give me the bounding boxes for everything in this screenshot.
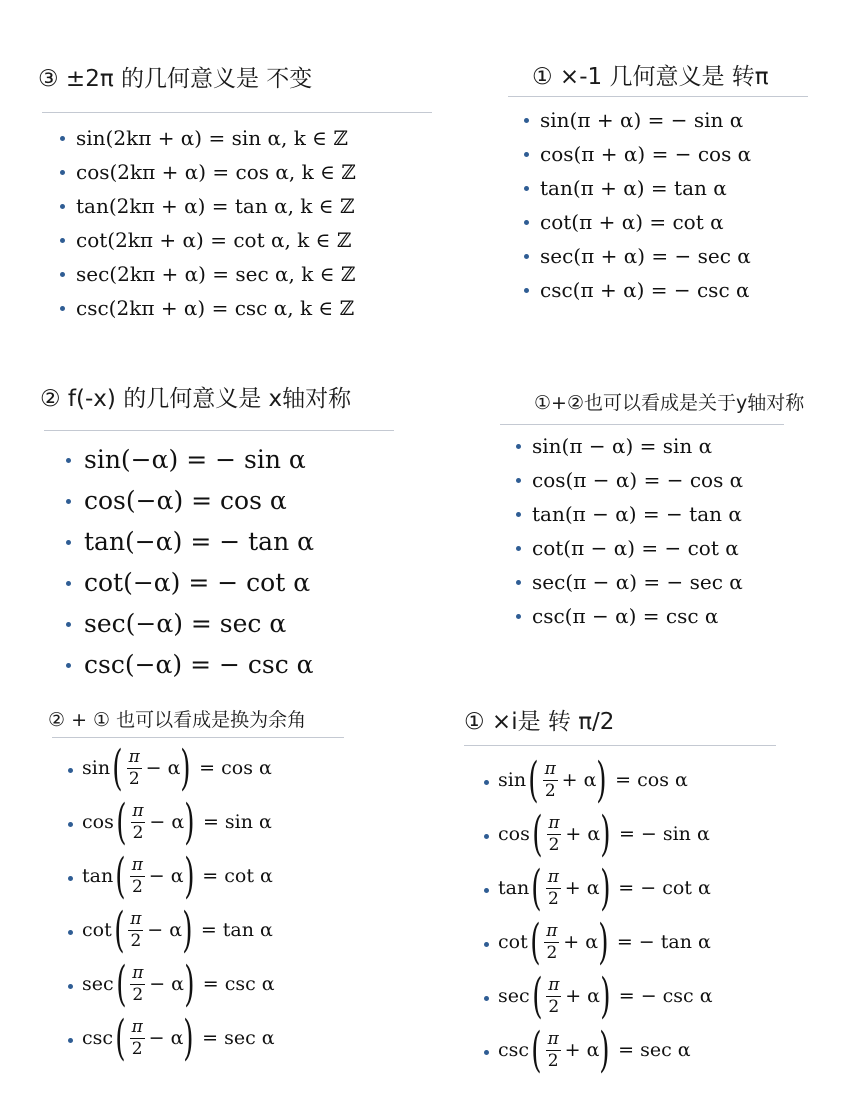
formula-text: cot(2kπ + α) = cot α, k ∈ ℤ xyxy=(76,228,352,252)
formula-text: sin(π + α) = − sin α xyxy=(540,108,744,132)
pi-over-two-fraction: $\frac{\pi}{2}$ xyxy=(546,920,558,963)
bullet-icon xyxy=(66,458,71,463)
right-paren: ) xyxy=(600,806,611,862)
section-x-axis-heading: ② f(-x) 的几何意义是 x轴对称 xyxy=(40,386,352,412)
pi-over-two-fraction: $\frac{\pi}{2}$ xyxy=(548,812,560,855)
section-2pi-periodicity xyxy=(38,60,432,325)
bullet-icon xyxy=(60,136,65,141)
section-y-axis-symmetry xyxy=(500,388,804,633)
section-y-axis-divider xyxy=(500,424,784,425)
formula-rhs: = − csc α xyxy=(618,985,713,1007)
bullet-icon xyxy=(524,254,529,259)
pi-over-two-fraction: $\frac{\pi}{2}$ xyxy=(128,746,140,789)
bullet-icon xyxy=(68,768,73,773)
bullet-icon xyxy=(60,204,65,209)
operand: + α xyxy=(565,985,600,1007)
formula-item xyxy=(484,860,776,918)
left-paren: ( xyxy=(113,902,125,958)
bullet-icon xyxy=(524,186,529,191)
bullet-icon xyxy=(524,118,529,123)
bullet-icon xyxy=(516,512,521,517)
formula-item xyxy=(516,531,804,565)
formula-item xyxy=(484,806,776,864)
pi-over-two-fraction: $\frac{\pi}{2}$ xyxy=(548,974,560,1017)
pi-over-two-fraction: $\frac{\pi}{2}$ xyxy=(132,962,144,1005)
formula-item xyxy=(68,848,344,906)
section-negate-formula-list xyxy=(524,103,808,307)
operand: + α xyxy=(564,1039,600,1061)
function-name: cos xyxy=(498,823,530,845)
function-name: sec xyxy=(498,985,530,1007)
formula-item xyxy=(524,205,808,239)
bullet-icon xyxy=(516,444,521,449)
bullet-icon xyxy=(516,478,521,483)
section-cofunction-heading: ② + ① 也可以看成是换为余角 xyxy=(48,709,307,731)
bullet-icon xyxy=(516,580,521,585)
function-name: cot xyxy=(498,931,528,953)
section-x-axis-formula-list xyxy=(66,439,394,685)
right-paren: ) xyxy=(183,1010,194,1066)
formula-item xyxy=(484,968,776,1026)
bullet-icon xyxy=(68,822,73,827)
formula-rhs: = − cot α xyxy=(618,877,711,899)
section-y-axis-heading: ①+②也可以看成是关于y轴对称 xyxy=(534,392,805,414)
formula-text: cos(−α) = cos α xyxy=(84,486,287,515)
pi-over-two-fraction: $\frac{\pi}{2}$ xyxy=(131,1016,143,1059)
right-paren: ) xyxy=(184,956,195,1012)
left-paren: ( xyxy=(115,848,126,904)
left-paren: ( xyxy=(531,860,542,916)
operand: + α xyxy=(563,931,599,953)
formula-text: tan(−α) = − tan α xyxy=(84,527,315,556)
formula-item xyxy=(68,794,344,852)
bullet-icon xyxy=(484,888,489,893)
formula-item xyxy=(516,463,804,497)
formula-text: cos(π + α) = − cos α xyxy=(540,142,752,166)
section-x-axis-divider xyxy=(44,430,394,431)
formula-text: sec(2kπ + α) = sec α, k ∈ ℤ xyxy=(76,262,356,286)
left-paren: ( xyxy=(529,914,541,970)
section-2pi-formula-list xyxy=(60,121,432,325)
left-paren: ( xyxy=(115,956,127,1012)
formula-text: tan(2kπ + α) = tan α, k ∈ ℤ xyxy=(76,194,355,218)
operand: + α xyxy=(561,769,597,791)
bullet-icon xyxy=(66,499,71,504)
formula-item xyxy=(524,239,808,273)
operand: + α xyxy=(564,877,600,899)
formula-text: sec(π − α) = − sec α xyxy=(532,570,743,594)
pi-over-two-fraction: $\frac{\pi}{2}$ xyxy=(131,854,143,897)
operand: − α xyxy=(149,811,185,833)
right-paren: ) xyxy=(598,914,609,970)
formula-item xyxy=(66,562,394,603)
function-name: tan xyxy=(498,877,530,899)
formula-rhs: = tan α xyxy=(200,919,273,941)
formula-item xyxy=(60,121,432,155)
section-negate-rotate-pi xyxy=(508,58,808,307)
bullet-icon xyxy=(66,663,71,668)
formula-text: csc(2kπ + α) = csc α, k ∈ ℤ xyxy=(76,296,355,320)
formula-rhs: = sec α xyxy=(202,1027,275,1049)
function-name: sin xyxy=(82,757,111,779)
formula-item xyxy=(60,223,432,257)
formula-text: cos(π − α) = − cos α xyxy=(532,468,744,492)
section-multiply-i xyxy=(464,703,776,1080)
function-name: tan xyxy=(82,865,114,887)
left-paren: ( xyxy=(115,1010,126,1066)
section-negate-divider xyxy=(508,96,808,97)
bullet-icon xyxy=(484,780,489,785)
formula-text: csc(−α) = − csc α xyxy=(84,650,314,679)
right-paren: ) xyxy=(599,860,611,916)
formula-item xyxy=(524,171,808,205)
right-paren: ) xyxy=(600,968,611,1024)
bullet-icon xyxy=(66,581,71,586)
operand: + α xyxy=(565,823,601,845)
formula-text: sec(−α) = sec α xyxy=(84,609,287,638)
section-multiply-i-formula-list xyxy=(484,752,776,1080)
bullet-icon xyxy=(484,996,489,1001)
right-paren: ) xyxy=(599,1022,610,1078)
function-name: csc xyxy=(82,1027,114,1049)
formula-item xyxy=(516,565,804,599)
formula-item xyxy=(516,599,804,633)
left-paren: ( xyxy=(528,752,539,808)
bullet-icon xyxy=(484,1050,489,1055)
formula-item xyxy=(66,439,394,480)
operand: − α xyxy=(149,973,184,995)
formula-rhs: = − sin α xyxy=(618,823,710,845)
formula-item xyxy=(524,137,808,171)
bullet-icon xyxy=(60,272,65,277)
right-paren: ) xyxy=(183,848,195,904)
formula-item xyxy=(68,902,344,960)
formula-item xyxy=(66,644,394,685)
formula-item xyxy=(484,914,776,972)
formula-rhs: = sec α xyxy=(618,1039,691,1061)
bullet-icon xyxy=(60,238,65,243)
bullet-icon xyxy=(60,306,65,311)
left-paren: ( xyxy=(116,794,127,850)
formula-item xyxy=(60,257,432,291)
formula-text: cot(−α) = − cot α xyxy=(84,568,311,597)
section-2pi-heading: ③ ±2π 的几何意义是 不变 xyxy=(38,66,313,92)
formula-item xyxy=(60,155,432,189)
formula-item xyxy=(484,1022,776,1080)
formula-item xyxy=(516,497,804,531)
pi-over-two-fraction: $\frac{\pi}{2}$ xyxy=(547,1028,559,1071)
formula-rhs: = csc α xyxy=(202,973,275,995)
section-multiply-i-heading: ① ×i是 转 π/2 xyxy=(464,709,615,735)
bullet-icon xyxy=(516,546,521,551)
formula-text: sin(−α) = − sin α xyxy=(84,445,306,474)
formula-rhs: = cot α xyxy=(202,865,273,887)
right-paren: ) xyxy=(182,902,193,958)
formula-text: csc(π + α) = − csc α xyxy=(540,278,750,302)
section-negate-heading: ① ×-1 几何意义是 转π xyxy=(532,64,769,90)
section-x-axis-symmetry xyxy=(40,380,394,685)
formula-text: tan(π − α) = − tan α xyxy=(532,502,742,526)
function-name: csc xyxy=(498,1039,530,1061)
left-paren: ( xyxy=(531,1022,542,1078)
formula-rhs: = cos α xyxy=(199,757,272,779)
section-cofunction-divider xyxy=(52,737,344,738)
bullet-icon xyxy=(68,984,73,989)
bullet-icon xyxy=(66,622,71,627)
bullet-icon xyxy=(68,1038,73,1043)
formula-item xyxy=(68,956,344,1014)
left-paren: ( xyxy=(112,740,123,796)
formula-text: cot(π + α) = cot α xyxy=(540,210,724,234)
pi-over-two-fraction: $\frac{\pi}{2}$ xyxy=(130,908,142,951)
formula-text: sin(π − α) = sin α xyxy=(532,434,713,458)
function-name: sec xyxy=(82,973,114,995)
formula-text: cos(2kπ + α) = cos α, k ∈ ℤ xyxy=(76,160,356,184)
function-name: cos xyxy=(82,811,114,833)
bullet-icon xyxy=(524,152,529,157)
bullet-icon xyxy=(516,614,521,619)
section-cofunction-formula-list xyxy=(68,740,344,1068)
formula-item xyxy=(66,480,394,521)
formula-item xyxy=(66,603,394,644)
operand: − α xyxy=(145,757,181,779)
function-name: sin xyxy=(498,769,527,791)
section-2pi-divider xyxy=(42,112,432,113)
operand: − α xyxy=(148,1027,184,1049)
bullet-icon xyxy=(68,876,73,881)
function-name: cot xyxy=(82,919,112,941)
bullet-icon xyxy=(66,540,71,545)
right-paren: ) xyxy=(184,794,195,850)
bullet-icon xyxy=(484,834,489,839)
formula-item xyxy=(484,752,776,810)
pi-over-two-fraction: $\frac{\pi}{2}$ xyxy=(547,866,559,909)
bullet-icon xyxy=(524,288,529,293)
formula-item xyxy=(524,273,808,307)
operand: − α xyxy=(148,865,184,887)
formula-item xyxy=(68,740,344,798)
left-paren: ( xyxy=(531,968,543,1024)
formula-text: sin(2kπ + α) = sin α, k ∈ ℤ xyxy=(76,126,348,150)
formula-text: tan(π + α) = tan α xyxy=(540,176,727,200)
formula-rhs: = sin α xyxy=(202,811,272,833)
formula-rhs: = − tan α xyxy=(616,931,711,953)
bullet-icon xyxy=(524,220,529,225)
bullet-icon xyxy=(484,942,489,947)
pi-over-two-fraction: $\frac{\pi}{2}$ xyxy=(544,758,556,801)
formula-item xyxy=(66,521,394,562)
formula-text: cot(π − α) = − cot α xyxy=(532,536,739,560)
right-paren: ) xyxy=(596,752,607,808)
formula-item xyxy=(68,1010,344,1068)
formula-text: csc(π − α) = csc α xyxy=(532,604,719,628)
formula-item xyxy=(60,291,432,325)
section-y-axis-formula-list xyxy=(516,429,804,633)
formula-item xyxy=(60,189,432,223)
bullet-icon xyxy=(68,930,73,935)
right-paren: ) xyxy=(180,740,191,796)
left-paren: ( xyxy=(532,806,543,862)
pi-over-two-fraction: $\frac{\pi}{2}$ xyxy=(132,800,144,843)
formula-rhs: = cos α xyxy=(615,769,688,791)
formula-text: sec(π + α) = − sec α xyxy=(540,244,751,268)
bullet-icon xyxy=(60,170,65,175)
section-multiply-i-divider xyxy=(464,745,776,746)
operand: − α xyxy=(147,919,183,941)
section-cofunction xyxy=(48,705,344,1068)
formula-item xyxy=(516,429,804,463)
formula-item xyxy=(524,103,808,137)
